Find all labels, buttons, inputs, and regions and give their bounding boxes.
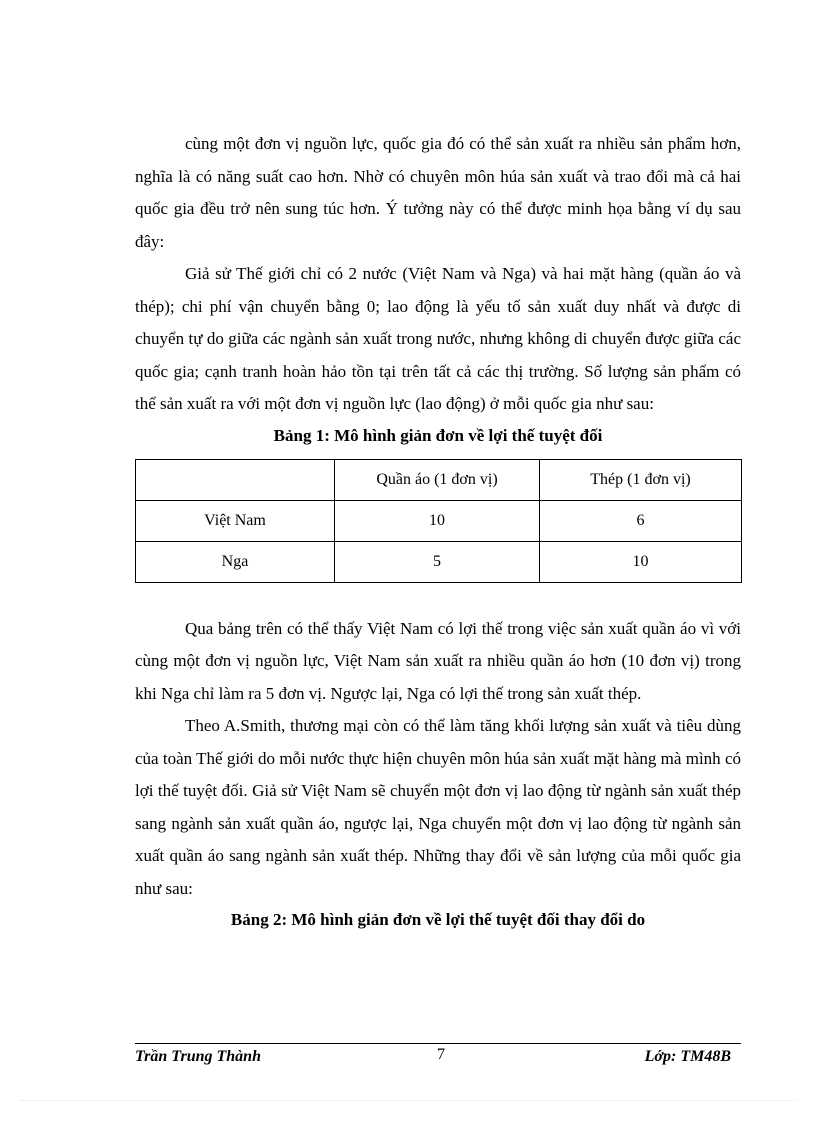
table-cell: 10 — [540, 541, 742, 582]
table-caption: Bảng 1: Mô hình giản đơn về lợi thế tuyệt đối — [273, 425, 603, 445]
footer-class: Lớp: TM48B — [644, 1048, 731, 1065]
table-header-cell: Quần áo (1 đơn vị) — [335, 459, 540, 500]
table-cell: 6 — [540, 500, 742, 541]
table-row — [136, 500, 742, 541]
table-header-cell — [136, 459, 335, 500]
page-footer — [135, 1043, 741, 1068]
table-cell: 5 — [335, 541, 540, 582]
table-header-row — [136, 459, 742, 500]
paragraph: cùng một đơn vị nguồn lực, quốc gia đó có thể sản xuất ra nhiều sản phẩm hơn, nghĩa là có năng suất cao hơn. Nhờ có chuyên môn húa sản xuất và trao đổi mà cả hai quốc gia đều trở nên sung túc hơn. Ý tưởng này có thể được minh họa bằng ví dụ sau đây: — [135, 134, 741, 251]
paragraph: Qua bảng trên có thể thấy Việt Nam có lợi thế trong việc sản xuất quần áo vì với cùng một đơn vị nguồn lực, Việt Nam sản xuất ra nhiều quần áo hơn (10 đơn vị) trong khi Nga chỉ làm ra 5 đơn vị. Ngược lại, Nga có lợi thế trong sản xuất thép. — [135, 618, 741, 703]
table-cell: 10 — [335, 500, 540, 541]
page-bottom-dotted-line — [20, 1100, 796, 1101]
document-page — [135, 128, 741, 935]
footer-author: Trần Trung Thành — [135, 1048, 261, 1065]
table-cell: Việt Nam — [136, 500, 335, 541]
table-cell: Nga — [136, 541, 335, 582]
table-row — [136, 541, 742, 582]
paragraph: Giả sử Thế giới chỉ có 2 nước (Việt Nam và Nga) và hai mặt hàng (quần áo và thép); chi phí vận chuyển bằng 0; lao động là yếu tố sản xuất duy nhất và được di chuyển tự do giữa các ngành sản xuất trong nước, nhưng không di chuyển được giữa các quốc gia; cạnh tranh hoàn hảo tồn tại trên tất cả các thị trường. Số lượng sản phẩm có thể sản xuất ra với một đơn vị nguồn lực (lao động) ở mỗi quốc gia như sau: — [135, 264, 741, 413]
table-caption: Bảng 2: Mô hình giản đơn về lợi thế tuyệt đối thay đổi do — [230, 910, 646, 929]
data-table — [135, 459, 742, 583]
paragraph: Theo A.Smith, thương mại còn có thể làm tăng khối lượng sản xuất và tiêu dùng của toàn Thế giới do mỗi nước thực hiện chuyên môn húa sản xuất mặt hàng mà mình có lợi thế tuyệt đối. Giả sử Việt Nam sẽ chuyển một đơn vị lao động từ ngành sản xuất thép sang ngành sản xuất quần áo, ngược lại, Nga chuyển một đơn vị lao động từ ngành sản xuất quần áo sang ngành sản xuất thép. Những thay đổi về sản lượng của mỗi quốc gia như sau: — [135, 716, 741, 898]
table-header-cell: Thép (1 đơn vị) — [540, 459, 742, 500]
page-number: 7 — [437, 1046, 445, 1063]
